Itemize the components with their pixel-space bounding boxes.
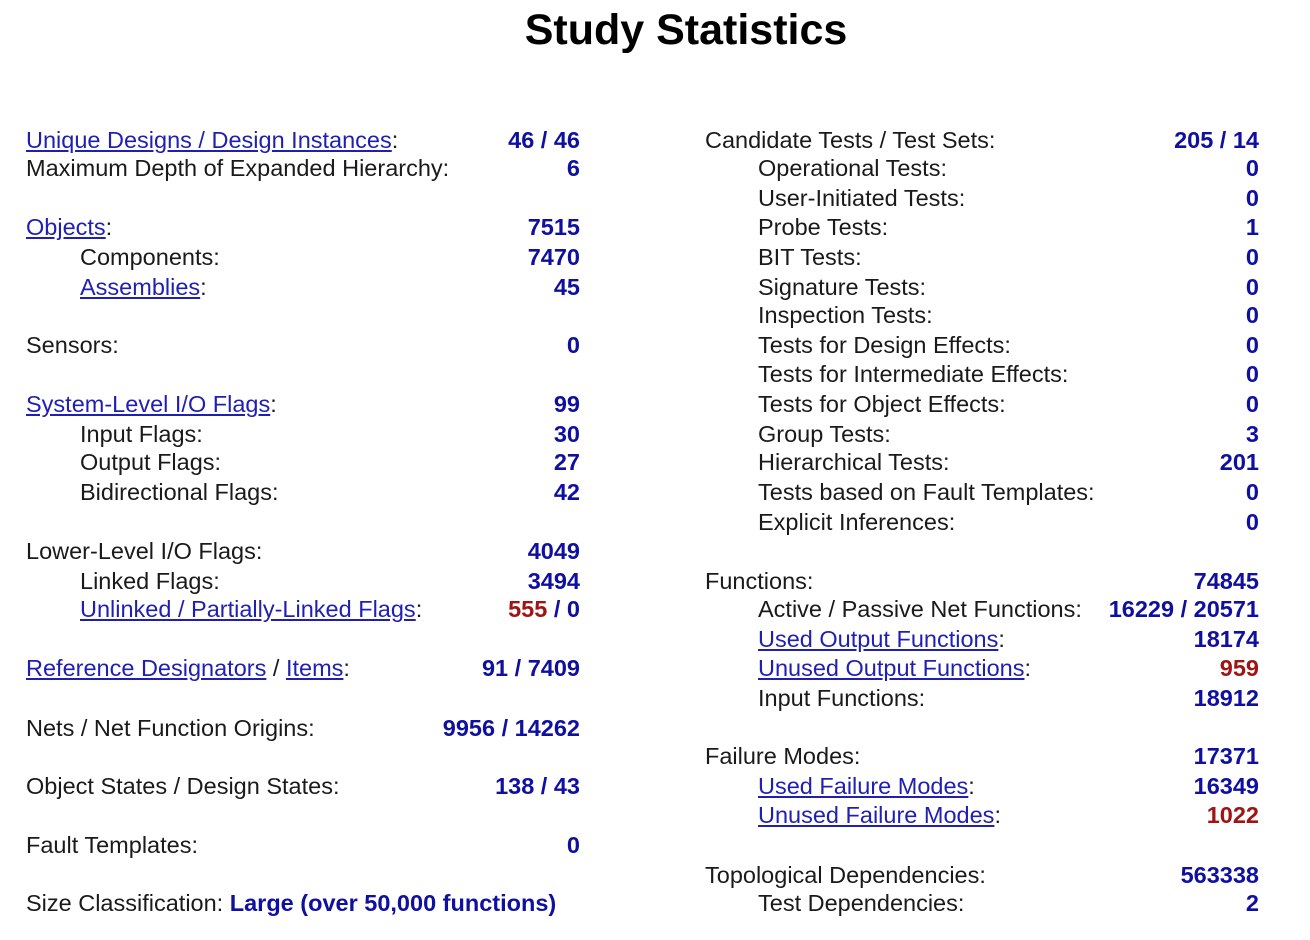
input-functions-label: Input Functions:	[758, 685, 926, 711]
assemblies-link[interactable]: Assemblies	[80, 274, 201, 300]
assemblies-value: 45	[553, 274, 580, 300]
input-flags-value: 30	[553, 421, 580, 447]
output-flags-row	[80, 447, 580, 477]
used-output-functions-row: Used Output Functions: 18174	[758, 626, 1259, 652]
sensors-row	[26, 330, 580, 360]
unlinked-flags-link[interactable]: Unlinked / Partially-Linked Flags	[80, 596, 416, 622]
signature-tests-row	[758, 272, 1259, 302]
user-initiated-tests-value: 0	[1245, 185, 1259, 211]
operational-tests-label: Operational Tests:	[758, 155, 947, 181]
operational-tests-row	[758, 153, 1259, 183]
nets-row	[26, 713, 580, 743]
fault-templates-label: Fault Templates:	[26, 832, 198, 858]
failure-modes-value: 17371	[1193, 743, 1259, 769]
ref-des-link[interactable]: Reference Designators	[26, 655, 267, 681]
failure-modes-label: Failure Modes:	[705, 743, 861, 769]
group-tests-row	[758, 419, 1259, 449]
object-effects-tests-label: Tests for Object Effects:	[758, 391, 1006, 417]
fault-templates-value: 0	[566, 832, 580, 858]
active-passive-value: 16229 / 20571	[1108, 596, 1259, 622]
object-effects-tests-row	[758, 389, 1259, 419]
candidate-tests-label: Candidate Tests / Test Sets:	[705, 127, 996, 153]
size-classification-row	[26, 888, 586, 918]
components-label: Components:	[80, 244, 220, 270]
fault-template-tests-label: Tests based on Fault Templates:	[758, 479, 1095, 505]
topological-dependencies-row	[705, 860, 1259, 890]
intermediate-effects-tests-row	[758, 359, 1259, 389]
lower-io-label: Lower-Level I/O Flags:	[26, 538, 263, 564]
hierarchical-tests-row	[758, 447, 1259, 477]
bidir-flags-row	[80, 477, 580, 507]
lower-io-row	[26, 536, 580, 566]
used-output-functions-link[interactable]: Used Output Functions	[758, 626, 999, 652]
operational-tests-value: 0	[1245, 155, 1259, 181]
components-row	[80, 242, 580, 272]
linked-flags-value: 3494	[527, 568, 580, 594]
active-passive-row	[758, 594, 1259, 624]
object-states-label: Object States / Design States:	[26, 773, 340, 799]
output-flags-value: 27	[553, 449, 580, 475]
unique-designs-value: 46 / 46	[508, 127, 580, 153]
system-io-value: 99	[553, 391, 580, 417]
ref-des-row: Reference Designators / Items: 91 / 7409	[26, 655, 580, 681]
unlinked-flags-value	[508, 594, 580, 624]
max-depth-row	[26, 153, 580, 183]
topological-dependencies-value: 563338	[1180, 862, 1259, 888]
bit-tests-value: 0	[1245, 244, 1259, 270]
intermediate-effects-tests-label: Tests for Intermediate Effects:	[758, 361, 1069, 387]
used-failure-modes-row: Used Failure Modes: 16349	[758, 773, 1259, 799]
fault-template-tests-row	[758, 477, 1259, 507]
unused-output-functions-row: Unused Output Functions: 959	[758, 655, 1259, 681]
probe-tests-label: Probe Tests:	[758, 214, 889, 240]
unused-failure-modes-row: Unused Failure Modes: 1022	[758, 802, 1259, 828]
unlinked-flags-row: Unlinked / Partially-Linked Flags: 555 / 0	[80, 596, 580, 622]
probe-tests-row	[758, 212, 1259, 242]
object-states-value: 138 / 43	[495, 773, 580, 799]
object-effects-tests-value: 0	[1245, 391, 1259, 417]
fault-template-tests-value: 0	[1245, 479, 1259, 505]
bidir-flags-label: Bidirectional Flags:	[80, 479, 279, 505]
objects-link[interactable]: Objects	[26, 214, 106, 240]
hierarchical-tests-label: Hierarchical Tests:	[758, 449, 950, 475]
explicit-inferences-value: 0	[1245, 509, 1259, 535]
unused-output-functions-value: 959	[1219, 655, 1259, 681]
linked-flags-label: Linked Flags:	[80, 568, 220, 594]
components-value: 7470	[527, 244, 580, 270]
candidate-tests-value: 205 / 14	[1174, 127, 1259, 153]
unused-failure-modes-link[interactable]: Unused Failure Modes	[758, 802, 995, 828]
user-initiated-tests-row	[758, 183, 1259, 213]
system-io-link[interactable]: System-Level I/O Flags	[26, 391, 271, 417]
group-tests-label: Group Tests:	[758, 421, 891, 447]
object-states-row	[26, 771, 580, 801]
sensors-value: 0	[566, 332, 580, 358]
unique-designs-row: Unique Designs / Design Instances: 46 / 46	[26, 127, 580, 153]
input-functions-value: 18912	[1193, 685, 1259, 711]
page-title: Study Statistics	[524, 6, 848, 54]
design-effects-tests-value: 0	[1245, 332, 1259, 358]
functions-row	[705, 566, 1259, 596]
bit-tests-label: BIT Tests:	[758, 244, 862, 270]
nets-value: 9956 / 14262	[442, 715, 580, 741]
items-link[interactable]: Items	[285, 655, 344, 681]
bit-tests-row	[758, 242, 1259, 272]
probe-tests-value: 1	[1245, 214, 1259, 240]
hierarchical-tests-value: 201	[1219, 449, 1259, 475]
design-effects-tests-label: Tests for Design Effects:	[758, 332, 1011, 358]
ref-des-value: 91 / 7409	[481, 655, 580, 681]
failure-modes-row	[705, 741, 1259, 771]
candidate-tests-row	[705, 125, 1259, 155]
used-failure-modes-value: 16349	[1193, 773, 1259, 799]
active-passive-label: Active / Passive Net Functions:	[758, 596, 1082, 622]
signature-tests-label: Signature Tests:	[758, 274, 927, 300]
sensors-label: Sensors:	[26, 332, 119, 358]
size-classification-value: Large (over 50,000 functions)	[229, 890, 557, 916]
output-flags-label: Output Flags:	[80, 449, 222, 475]
max-depth-value: 6	[566, 155, 580, 181]
topological-dependencies-label: Topological Dependencies:	[705, 862, 986, 888]
inspection-tests-label: Inspection Tests:	[758, 302, 933, 328]
linked-flags-row	[80, 566, 580, 596]
functions-label: Functions:	[705, 568, 814, 594]
explicit-inferences-label: Explicit Inferences:	[758, 509, 956, 535]
functions-value: 74845	[1193, 568, 1259, 594]
system-io-row: System-Level I/O Flags: 99	[26, 391, 580, 417]
lower-io-value: 4049	[527, 538, 580, 564]
input-flags-label: Input Flags:	[80, 421, 203, 447]
assemblies-row: Assemblies: 45	[80, 274, 580, 300]
objects-row: Objects: 7515	[26, 214, 580, 240]
inspection-tests-value: 0	[1245, 302, 1259, 328]
inspection-tests-row	[758, 300, 1259, 330]
explicit-inferences-row	[758, 507, 1259, 537]
fault-templates-row	[26, 830, 580, 860]
signature-tests-value: 0	[1245, 274, 1259, 300]
input-flags-row	[80, 419, 580, 449]
intermediate-effects-tests-value: 0	[1245, 361, 1259, 387]
group-tests-value: 3	[1245, 421, 1259, 447]
design-effects-tests-row	[758, 330, 1259, 360]
unique-designs-link[interactable]: Unique Designs / Design Instances	[26, 127, 392, 153]
input-functions-row	[758, 683, 1259, 713]
max-depth-label: Maximum Depth of Expanded Hierarchy:	[26, 155, 450, 181]
used-failure-modes-link[interactable]: Used Failure Modes	[758, 773, 969, 799]
test-dependencies-row	[758, 888, 1259, 918]
bidir-flags-value: 42	[553, 479, 580, 505]
test-dependencies-value: 2	[1245, 890, 1259, 916]
unlinked-count: 555	[508, 596, 548, 622]
partially-linked-count: / 0	[547, 596, 580, 622]
used-output-functions-value: 18174	[1193, 626, 1259, 652]
objects-value: 7515	[527, 214, 580, 240]
size-classification-label: Size Classification:	[26, 890, 224, 916]
nets-label: Nets / Net Function Origins:	[26, 715, 315, 741]
unused-failure-modes-value: 1022	[1206, 802, 1259, 828]
unused-output-functions-link[interactable]: Unused Output Functions	[758, 655, 1025, 681]
test-dependencies-label: Test Dependencies:	[758, 890, 965, 916]
user-initiated-tests-label: User-Initiated Tests:	[758, 185, 966, 211]
